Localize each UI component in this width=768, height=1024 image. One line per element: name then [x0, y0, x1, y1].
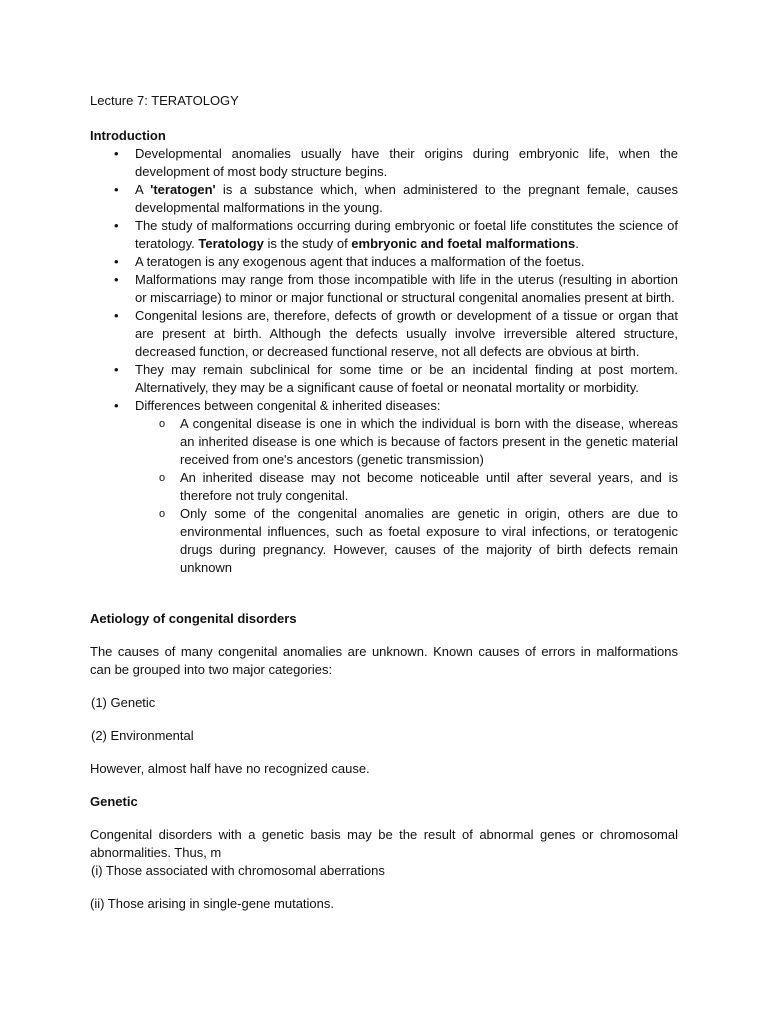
- bullet-differences: • Differences between congenital & inherited diseases: o A congenital disease is one in which the individual is born with the disease, whereas an inherited disease is one which is because of factors present in the genetic material received from one's ancestors (genetic transmission) o An inherited disease may not become noticeable until after several years, and is therefore not truly congenital. o Only some of the congenital anomalies are genetic in origin, others are due to environmental influences, such as foetal exposure to viral infections, or teratogenic drugs during pregnancy. However, causes of the majority of birth defects remain unknown: [90, 397, 678, 577]
- aetiology-paragraph: The causes of many congenital anomalies are unknown. Known causes of errors in malformations can be grouped into two major categories:: [90, 644, 678, 677]
- sub-bullet-congenital-vs-inherited: o A congenital disease is one in which the individual is born with the disease, whereas an inherited disease is one which is because of factors present in the genetic material received from one's ancestors (genetic transmission): [135, 415, 678, 469]
- differences-sub-list: [135, 415, 678, 577]
- sub-bullet-inherited-noticeable: o An inherited disease may not become noticeable until after several years, and is therefore not truly congenital.: [135, 469, 678, 505]
- no-cause-paragraph: However, almost half have no recognized cause.: [90, 761, 370, 776]
- bullet-exogenous-agent: • A teratogen is any exogenous agent that induces a malformation of the foetus.: [90, 253, 678, 271]
- teratogen-term: 'teratogen': [150, 182, 216, 197]
- bullet-malformation-range: • Malformations may range from those incompatible with life in the uterus (resulting in abortion or miscarriage) to minor or major functional or structural congenital anomalies present at birth.: [90, 271, 678, 307]
- genetic-item-single-gene: (ii) Those arising in single-gene mutations.: [90, 896, 334, 911]
- genetic-item-chromosomal: (i) Those associated with chromosomal aberrations: [91, 863, 385, 878]
- malformations-term: embryonic and foetal malformations: [351, 236, 576, 251]
- lecture-title: Lecture 7: TERATOLOGY: [90, 93, 239, 108]
- genetic-heading: Genetic: [90, 794, 138, 809]
- bullet-subclinical: • They may remain subclinical for some time or be an incidental finding at post mortem. Alternatively, they may be a significant cause of foetal or neonatal mortality or morbidity.: [90, 361, 678, 397]
- introduction-bullet-list: [90, 145, 678, 577]
- aetiology-heading: Aetiology of congenital disorders: [90, 611, 297, 626]
- teratology-term: Teratology: [198, 236, 264, 251]
- category-genetic: (1) Genetic: [91, 695, 156, 710]
- document-page: [90, 92, 678, 913]
- bullet-congenital-lesions: • Congenital lesions are, therefore, defects of growth or development of a tissue or organ that are present at birth. Although the defects usually involve irreversible altered structure, decreased function, or decreased functional reserve, not all defects are obvious at birth.: [90, 307, 678, 361]
- bullet-teratology-science: • The study of malformations occurring during embryonic or foetal life constitutes the science of teratology. Teratology is the study of embryonic and foetal malformations.: [90, 217, 678, 253]
- genetic-paragraph: Congenital disorders with a genetic basis may be the result of abnormal genes or chromosomal abnormalities. Thus, m: [90, 827, 678, 860]
- sub-bullet-genetic-origin: o Only some of the congenital anomalies are genetic in origin, others are due to environmental influences, such as foetal exposure to viral infections, or teratogenic drugs during pregnancy. However, causes of the majority of birth defects remain unknown: [135, 505, 678, 577]
- bullet-developmental-anomalies: • Developmental anomalies usually have their origins during embryonic life, when the development of most body structure begins.: [90, 145, 678, 181]
- introduction-heading: Introduction: [90, 128, 166, 143]
- category-environmental: (2) Environmental: [91, 728, 194, 743]
- bullet-teratogen-definition: • A 'teratogen' is a substance which, when administered to the pregnant female, causes developmental malformations in the young.: [90, 181, 678, 217]
